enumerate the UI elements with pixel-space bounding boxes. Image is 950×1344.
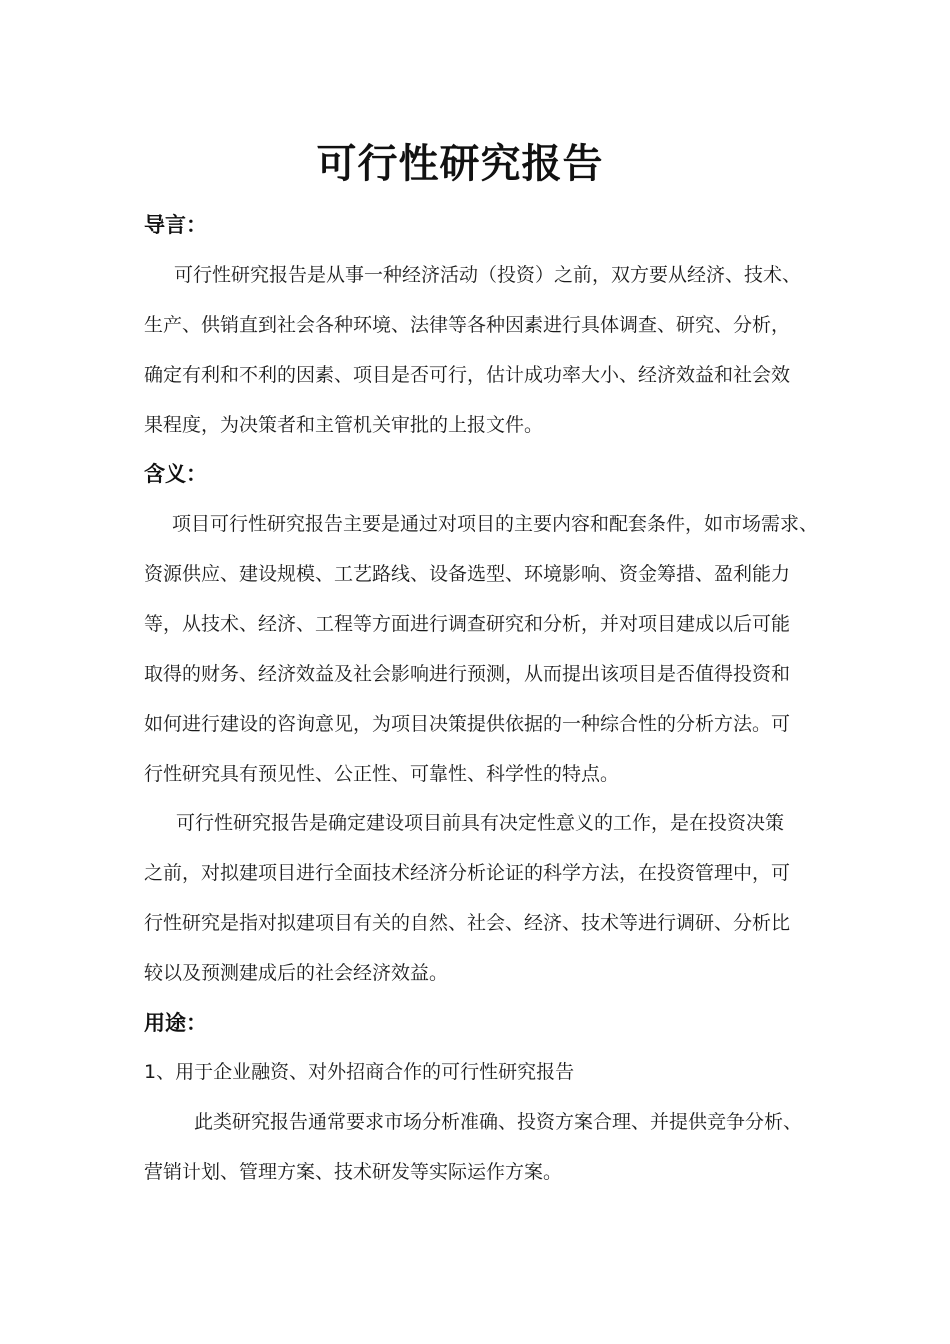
meaning-p2-line-3: 行性研究是指对拟建项目有关的自然、社会、经济、技术等进行调研、分析比 bbox=[144, 912, 791, 934]
meaning-p1-line-6: 行性研究具有预见性、公正性、可靠性、科学性的特点。 bbox=[144, 763, 620, 785]
intro-line-3: 确定有利和不利的因素、项目是否可行，估计成功率大小、经济效益和社会效 bbox=[144, 364, 791, 386]
meaning-p1-line-2: 资源供应、建设规模、工艺路线、设备选型、环境影响、资金筹措、盈利能力 bbox=[144, 563, 791, 585]
intro-heading: 导言： bbox=[144, 213, 207, 237]
usage-item-1: 1、用于企业融资、对外招商合作的可行性研究报告 bbox=[144, 1061, 575, 1083]
meaning-p1-line-4: 取得的财务、经济效益及社会影响进行预测，从而提出该项目是否值得投资和 bbox=[144, 663, 791, 685]
meaning-heading: 含义： bbox=[144, 462, 207, 486]
meaning-p2-line-2: 之前，对拟建项目进行全面技术经济分析论证的科学方法，在投资管理中，可 bbox=[144, 862, 791, 884]
meaning-p1-line-3: 等，从技术、经济、工程等方面进行调查研究和分析，并对项目建成以后可能 bbox=[144, 613, 791, 635]
meaning-p2-line-4: 较以及预测建成后的社会经济效益。 bbox=[144, 962, 449, 984]
usage-item-1-line-2: 营销计划、管理方案、技术研发等实际运作方案。 bbox=[144, 1161, 563, 1183]
intro-line-1: 可行性研究报告是从事一种经济活动（投资）之前，双方要从经济、技术、 bbox=[174, 264, 802, 286]
meaning-p1-line-5: 如何进行建设的咨询意见，为项目决策提供依据的一种综合性的分析方法。可 bbox=[144, 713, 791, 735]
usage-heading: 用途： bbox=[144, 1011, 207, 1035]
meaning-p2-line-1: 可行性研究报告是确定建设项目前具有决定性意义的工作，是在投资决策 bbox=[176, 812, 785, 834]
intro-line-2: 生产、供销直到社会各种环境、法律等各种因素进行具体调查、研究、分析， bbox=[144, 314, 791, 336]
meaning-p1-line-1: 项目可行性研究报告主要是通过对项目的主要内容和配套条件，如市场需求、 bbox=[172, 513, 819, 535]
document-title: 可行性研究报告 bbox=[316, 141, 604, 187]
intro-line-4: 果程度，为决策者和主管机关审批的上报文件。 bbox=[144, 414, 544, 436]
usage-item-1-line-1: 此类研究报告通常要求市场分析准确、投资方案合理、并提供竞争分析、 bbox=[194, 1111, 803, 1133]
